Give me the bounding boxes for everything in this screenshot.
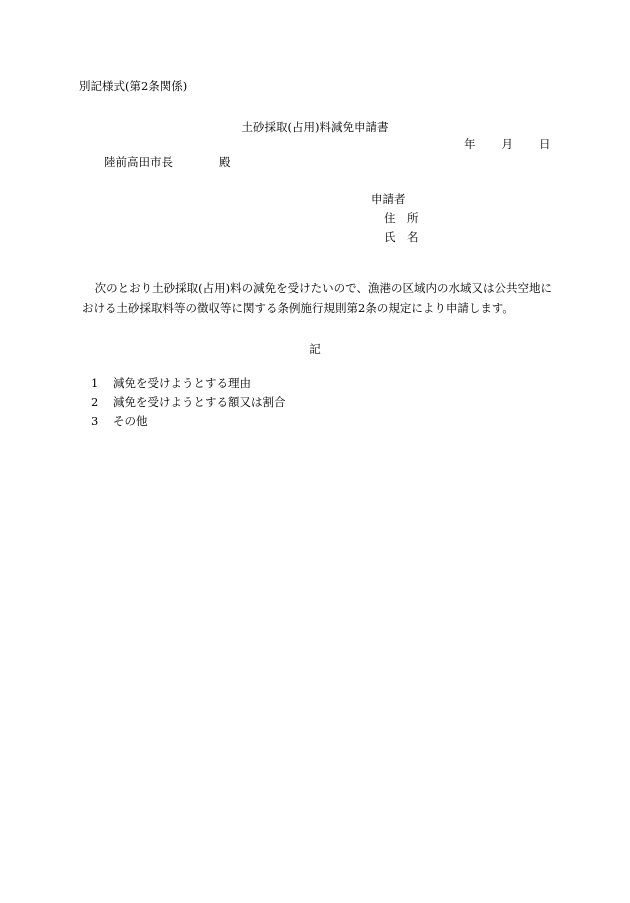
item-text: 減免を受けようとする理由 <box>113 376 251 390</box>
item-number: 3 <box>91 414 99 428</box>
item-number: 2 <box>91 395 99 409</box>
applicant-address-label: 住 所 <box>384 211 419 225</box>
addressee-name: 陸前高田市長 <box>104 155 173 169</box>
addressee-honorific: 殿 <box>219 155 231 169</box>
document-title: 土砂採取(占用)料減免申請書 <box>241 120 389 134</box>
date-year: 年 <box>464 137 476 151</box>
date-line <box>464 138 551 152</box>
item-text: その他 <box>113 414 148 428</box>
item-number: 1 <box>91 376 99 390</box>
item-list <box>91 377 286 434</box>
form-label: 別記様式(第2条関係) <box>79 79 188 93</box>
applicant-heading: 申請者 <box>371 192 406 206</box>
body-paragraph: 次のとおり土砂採取(占用)料の減免を受けたいので、漁港の区域内の水域又は公共空地における土砂採取料等の徴収等に関する条例施行規則第2条の規定により申請します。 <box>82 280 552 315</box>
ki-heading: 記 <box>309 342 321 356</box>
list-item <box>91 415 286 434</box>
list-item <box>91 396 286 415</box>
addressee <box>104 156 231 170</box>
list-item <box>91 377 286 396</box>
date-month: 月 <box>501 137 513 151</box>
date-day: 日 <box>539 137 551 151</box>
item-text: 減免を受けようとする額又は割合 <box>113 395 286 409</box>
applicant-name-label: 氏 名 <box>384 230 419 244</box>
